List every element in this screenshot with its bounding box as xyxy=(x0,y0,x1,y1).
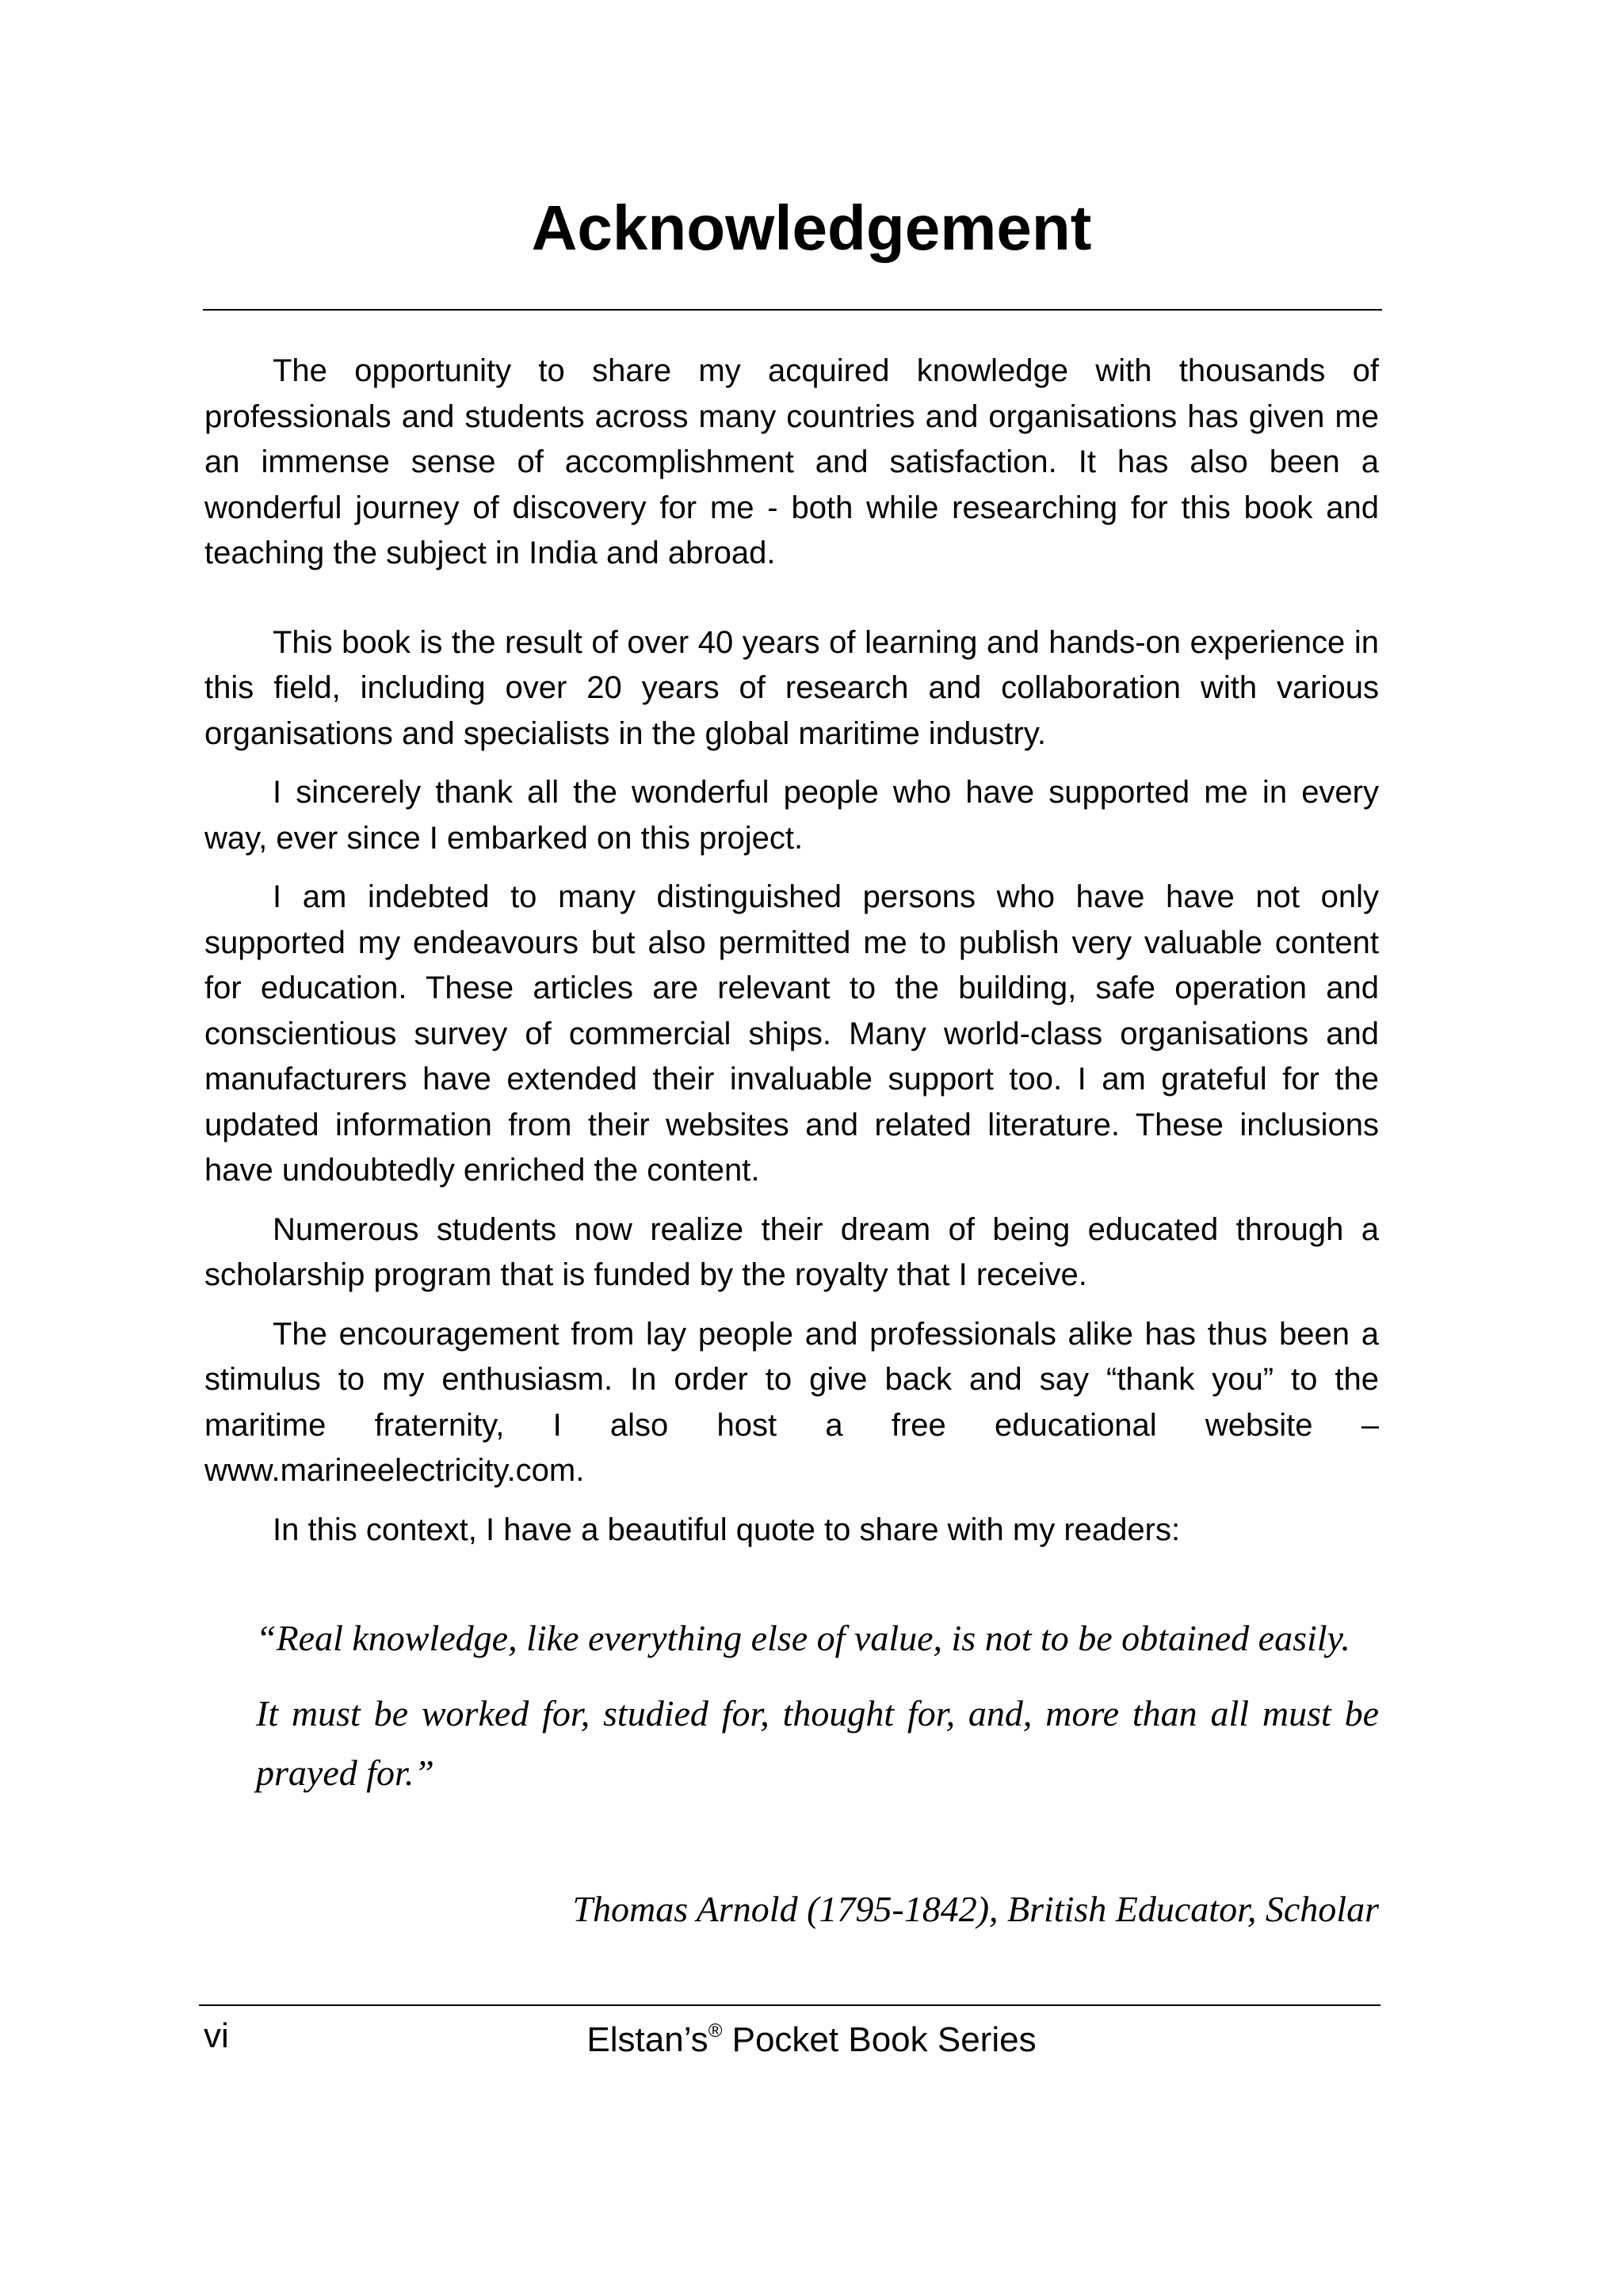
paragraph: I am indebted to many distinguished persons who have have not only supported my endeavours but also permitted me to publish very valuable content for education. These articles are relevant to the building, safe operation and conscientious survey of commercial ships. Many world-class organisations and manufacturers have extended their invaluable support too. I am grateful for the updated information from their websites and related literature. These inclusions have undoubtedly enriched the content. xyxy=(204,879,1379,1188)
quote-attribution: Thomas Arnold (1795-1842), British Educator, Scholar xyxy=(572,1889,1379,1929)
footer-divider xyxy=(199,2004,1381,2006)
quote-line: “Real knowledge, like everything else of value, is not to be obtained easily. xyxy=(256,1618,1350,1658)
quote-line: It must be worked for, studied for, thought for, and, more than all must be prayed for.” xyxy=(256,1693,1379,1793)
paragraph: The opportunity to share my acquired knowledge with thousands of professionals and students across many countries and organisations has given me an immense sense of accomplishment and satisfaction. It has also been a wonderful journey of discovery for me - both while researching for this book and teaching the subject in India and abroad. xyxy=(204,353,1379,570)
quotation xyxy=(256,1608,1379,1802)
series-suffix: Pocket Book Series xyxy=(731,2020,1037,2059)
series-name: Elstan’s xyxy=(586,2020,708,2059)
paragraph: In this context, I have a beautiful quote to share with my readers: xyxy=(273,1512,1181,1547)
paragraph: The encouragement from lay people and professionals alike has thus been a stimulus to my enthusiasm. In order to give back and say “thank you” to the maritime fraternity, I also host a free educational website – www.marineelectricity.com. xyxy=(204,1316,1379,1488)
footer-series-title xyxy=(0,2018,1623,2062)
paragraph: I sincerely thank all the wonderful people who have supported me in every way, ever since I embarked on this project. xyxy=(204,775,1379,856)
title-divider xyxy=(203,309,1382,311)
paragraph: Numerous students now realize their dream of being educated through a scholarship program that is funded by the royalty that I receive. xyxy=(204,1211,1379,1292)
page-number: vi xyxy=(204,2016,229,2055)
acknowledgement-body xyxy=(204,349,1379,1553)
page-title: Acknowledgement xyxy=(531,193,1092,263)
registered-mark: ® xyxy=(708,2020,723,2042)
paragraph: This book is the result of over 40 years of learning and hands-on experience in this field, including over 20 years of research and collaboration with various organisations and specialists in the global maritime industry. xyxy=(204,624,1379,751)
